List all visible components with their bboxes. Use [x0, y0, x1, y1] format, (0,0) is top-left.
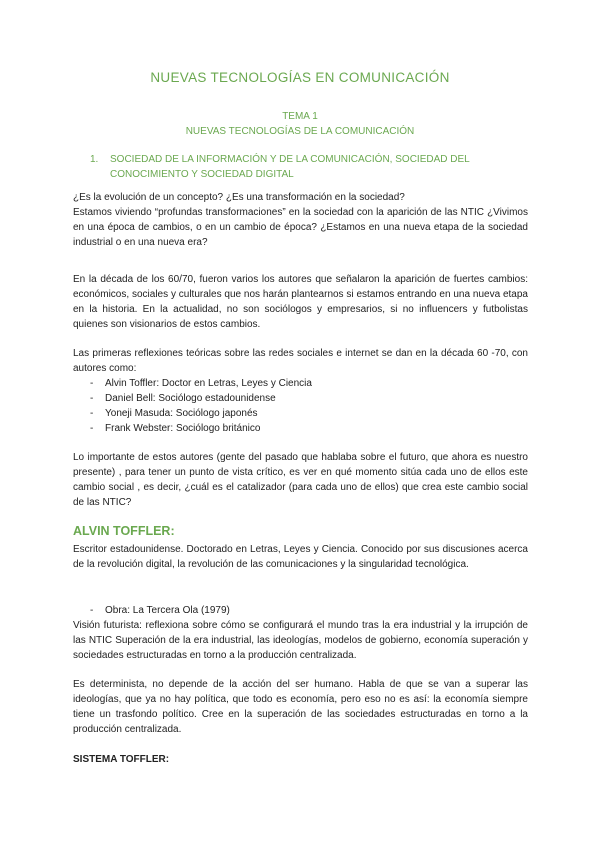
list-item: [73, 376, 528, 391]
intro-paragraph: Estamos viviendo “profundas transformaciones” en la sociedad con la aparición de las NTIC ¿Vivimos en una época de cambios, o en un cambio de época? ¿Estamos en una nueva etapa de la sociedad industrial o en una nueva era?: [73, 207, 528, 248]
paragraph-decada: [73, 272, 528, 332]
author-text: Daniel Bell: Sociólogo estadounidense: [105, 393, 276, 404]
tema-header: [0, 109, 600, 139]
determinista-text: Es determinista, no depende de la acción del ser humano. Habla de que se van a superar las ideologías, que ya no hay política, que todo es economía, pero eso no es así: la economía siempre tiene un trasfondo político. Cree en la superación de las sociedades estructuradas en torno a la producción centralizada.: [73, 679, 528, 735]
toffler-bio-text: Escritor estadounidense. Doctorado en Letras, Leyes y Ciencia. Conocido por sus discusiones acerca de la revolución digital, la revolución de las comunicaciones y la singularidad tecnológica.: [73, 544, 528, 570]
tema-title: NUEVAS TECNOLOGÍAS DE LA COMUNICACIÓN: [185, 126, 415, 137]
list-dash: -: [90, 408, 94, 419]
section-number: 1.: [90, 154, 99, 165]
vision-text: Visión futurista: reflexiona sobre cómo se configurará el mundo tras la era industrial y la irrupción de las NTIC Superación de la era industrial, las ideologías, modelos de gobierno, economía superación y sociedades estructuradas en torno a la producción centralizada.: [73, 620, 528, 661]
document-title: NUEVAS TECNOLOGÍAS EN COMUNICACIÓN: [150, 70, 450, 85]
paragraph-importante: [73, 450, 528, 510]
obra-block: [73, 603, 528, 663]
obra-text: Obra: La Tercera Ola (1979): [105, 605, 230, 616]
author-text: Yoneji Masuda: Sociólogo japonés: [105, 408, 258, 419]
intro-question: ¿Es la evolución de un concepto? ¿Es una transformación en la sociedad?: [73, 192, 405, 203]
sistema-heading: SISTEMA TOFFLER:: [73, 754, 170, 765]
tema-number: TEMA 1: [282, 111, 318, 122]
determinista-block: [73, 677, 528, 737]
list-item: [73, 603, 528, 618]
paragraph-importante-text: Lo importante de estos autores (gente del pasado que hablaba sobre el futuro, que ahora es nuestro presente) , para tener un punto de vista crítico, es ver en qué momento sitúa cada uno de ellos este cambio social , es decir, ¿cuál es el catalizador (para cada uno de ellos) que crea este cambio social de las NTIC?: [73, 452, 528, 508]
paragraph-reflexiones: [73, 346, 528, 436]
list-dash: -: [90, 423, 94, 434]
list-item: [73, 391, 528, 406]
list-dash: -: [90, 605, 94, 616]
authors-list: [73, 376, 528, 436]
author-text: Frank Webster: Sociólogo británico: [105, 423, 261, 434]
list-item: [73, 406, 528, 421]
toffler-bio: [73, 542, 528, 572]
obra-list: [73, 603, 528, 618]
toffler-heading: ALVIN TOFFLER:: [73, 524, 175, 538]
author-text: Alvin Toffler: Doctor en Letras, Leyes y Ciencia: [105, 378, 312, 389]
intro-block: [73, 190, 528, 250]
section-title: SOCIEDAD DE LA INFORMACIÓN Y DE LA COMUNICACIÓN, SOCIEDAD DEL CONOCIMIENTO Y SOCIEDAD DIGITAL: [110, 154, 470, 180]
list-dash: -: [90, 378, 94, 389]
list-dash: -: [90, 393, 94, 404]
paragraph-reflexiones-text: Las primeras reflexiones teóricas sobre las redes sociales e internet se dan en la década 60 -70, con autores como:: [73, 348, 528, 374]
section-heading: [90, 152, 510, 182]
list-item: [73, 421, 528, 436]
paragraph-decada-text: En la década de los 60/70, fueron varios los autores que señalaron la aparición de fuertes cambios: económicos, sociales y culturales que nos harán plantearnos si estamos entrando en una nueva etapa en la historia. En la actualidad, no son sociólogos y empresarios, si no influencers y futbolistas quienes son visionarios de estos cambios.: [73, 274, 528, 330]
